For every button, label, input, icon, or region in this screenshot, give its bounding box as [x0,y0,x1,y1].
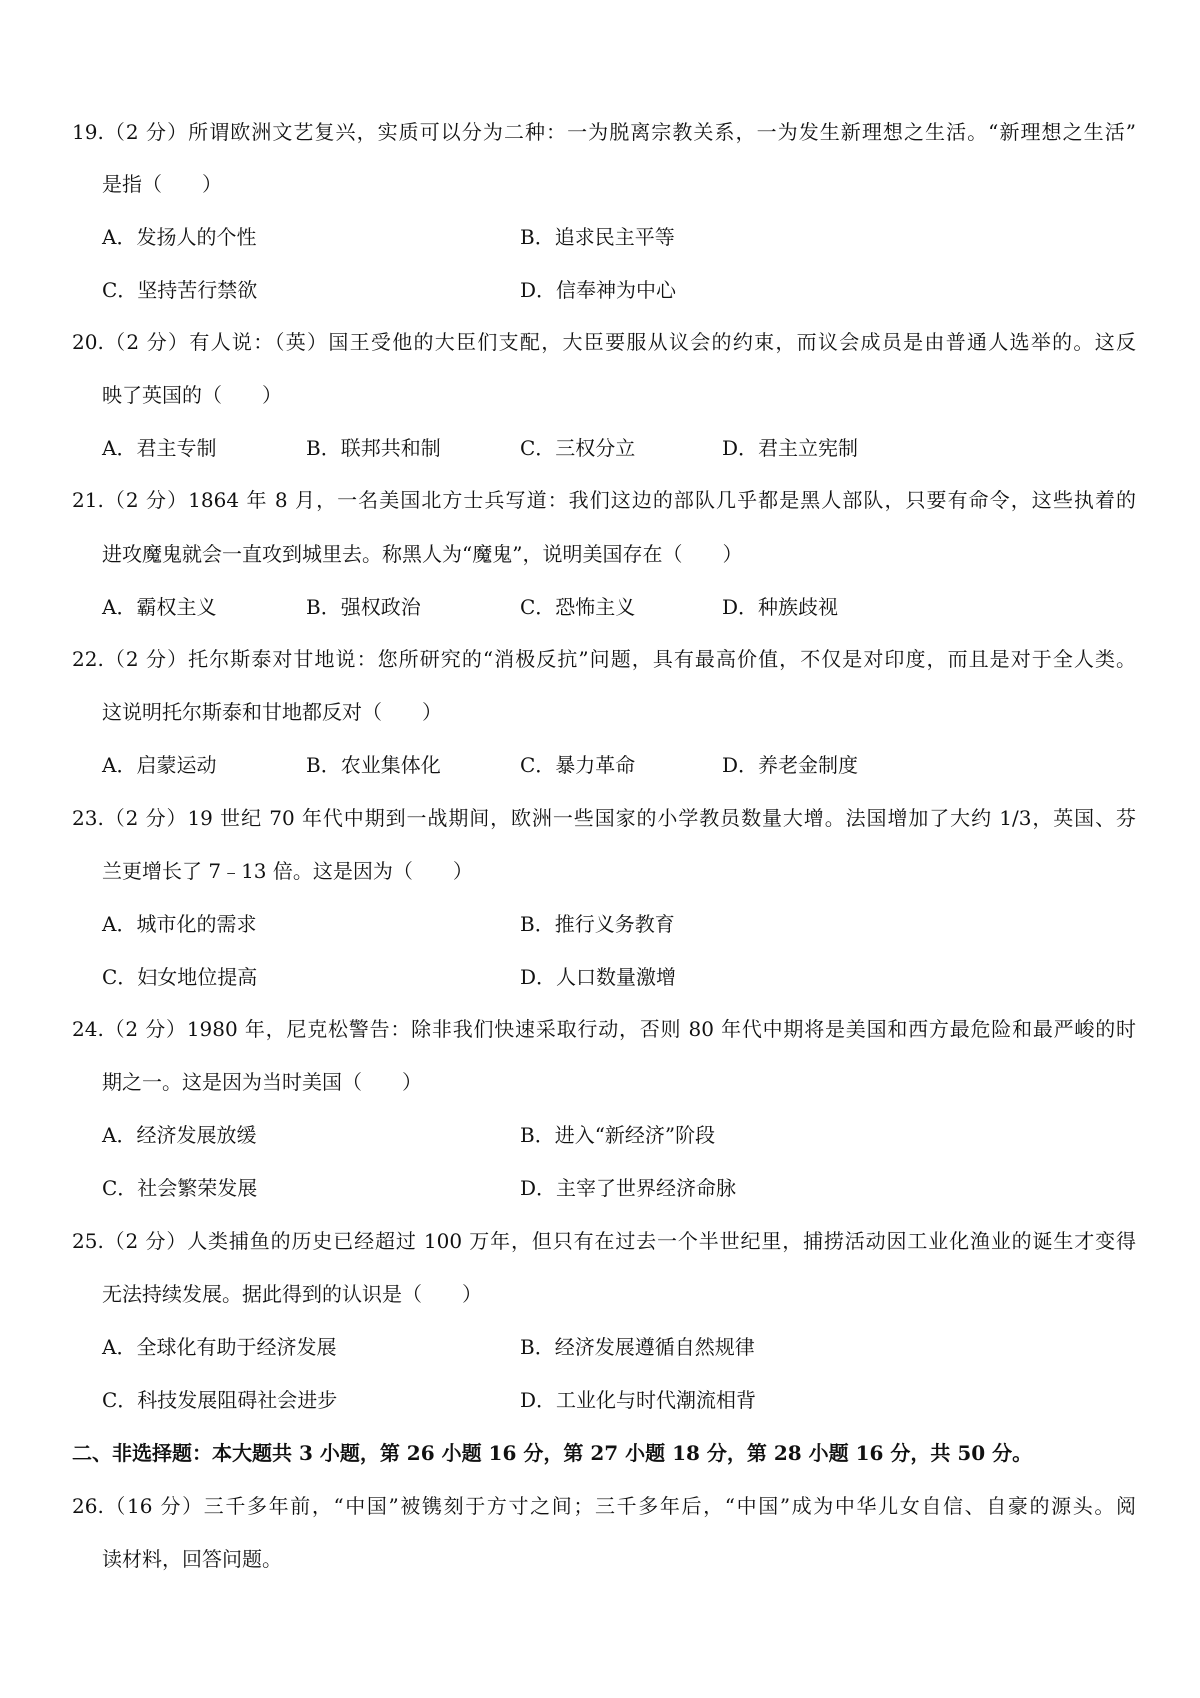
question-21-stem: 21.（2 分）1864 年 8 月，一名美国北方士兵写道：我们这边的部队几乎都是黑人部队，只要有命令，这些执着的 [72,488,1136,512]
question-20-continuation: 映了英国的（ ） [102,383,282,407]
question-21-option-b: B．强权政治 [306,595,421,619]
question-25-option-c: C．科技发展阻碍社会进步 [102,1388,338,1412]
question-25-option-a: A．全球化有助于经济发展 [102,1335,337,1359]
question-23-option-a: A．城市化的需求 [102,912,257,936]
question-26-continuation: 读材料，回答问题。 [102,1547,282,1571]
question-20-option-b: B．联邦共和制 [306,436,441,460]
question-19-option-a: A．发扬人的个性 [102,225,257,249]
question-23-continuation: 兰更增长了 7﹣13 倍。这是因为（ ） [102,859,473,883]
question-21-option-a: A．霸权主义 [102,595,217,619]
section-2-heading: 二、非选择题：本大题共 3 小题，第 26 小题 16 分，第 27 小题 18 分，第 28 小题 16 分，共 50 分。 [72,1441,1033,1465]
question-21-option-c: C．恐怖主义 [520,595,636,619]
question-24-option-d: D．主宰了世界经济命脉 [520,1176,737,1200]
question-22-option-b: B．农业集体化 [306,753,441,777]
question-21-continuation: 进攻魔鬼就会一直攻到城里去。称黑人为“魔鬼”，说明美国存在（ ） [102,542,743,566]
question-23-option-d: D．人口数量激增 [520,965,677,989]
question-24-option-c: C．社会繁荣发展 [102,1176,258,1200]
question-19-option-b: B．追求民主平等 [520,225,675,249]
question-20-option-d: D．君主立宪制 [722,436,859,460]
question-22-option-c: C．暴力革命 [520,753,636,777]
question-25-option-d: D．工业化与时代潮流相背 [520,1388,757,1412]
question-23-option-c: C．妇女地位提高 [102,965,258,989]
question-19-continuation: 是指（ ） [102,172,222,196]
question-23-stem: 23.（2 分）19 世纪 70 年代中期到一战期间，欧洲一些国家的小学教员数量大增。法国增加了大约 1/3，英国、芬 [72,806,1136,830]
question-25-continuation: 无法持续发展。据此得到的认识是（ ） [102,1282,482,1306]
question-26-stem: 26.（16 分）三千多年前，“中国”被镌刻于方寸之间；三千多年后，“中国”成为中华儿女自信、自豪的源头。阅 [72,1494,1136,1518]
question-23-option-b: B．推行义务教育 [520,912,675,936]
question-24-continuation: 期之一。这是因为当时美国（ ） [102,1070,422,1094]
question-22-option-d: D．养老金制度 [722,753,859,777]
question-20-option-a: A．君主专制 [102,436,217,460]
question-22-continuation: 这说明托尔斯泰和甘地都反对（ ） [102,700,442,724]
question-25-option-b: B．经济发展遵循自然规律 [520,1335,755,1359]
question-19-option-d: D．信奉神为中心 [520,278,677,302]
question-24-option-b: B．进入“新经济”阶段 [520,1123,716,1147]
question-22-stem: 22.（2 分）托尔斯泰对甘地说：您所研究的“消极反抗”问题，具有最高价值，不仅是对印度，而且是对于全人类。 [72,647,1136,671]
question-19-stem: 19.（2 分）所谓欧洲文艺复兴，实质可以分为二种：一为脱离宗教关系，一为发生新理想之生活。“新理想之生活” [72,120,1136,144]
question-22-option-a: A．启蒙运动 [102,753,217,777]
question-24-option-a: A．经济发展放缓 [102,1123,257,1147]
question-19-option-c: C．坚持苦行禁欲 [102,278,258,302]
question-20-stem: 20.（2 分）有人说：（英）国王受他的大臣们支配，大臣要服从议会的约束，而议会成员是由普通人选举的。这反 [72,330,1136,354]
question-24-stem: 24.（2 分）1980 年，尼克松警告：除非我们快速采取行动，否则 80 年代中期将是美国和西方最危险和最严峻的时 [72,1017,1136,1041]
question-20-option-c: C．三权分立 [520,436,636,460]
question-21-option-d: D．种族歧视 [722,595,839,619]
question-25-stem: 25.（2 分）人类捕鱼的历史已经超过 100 万年，但只有在过去一个半世纪里，捕捞活动因工业化渔业的诞生才变得 [72,1229,1136,1253]
